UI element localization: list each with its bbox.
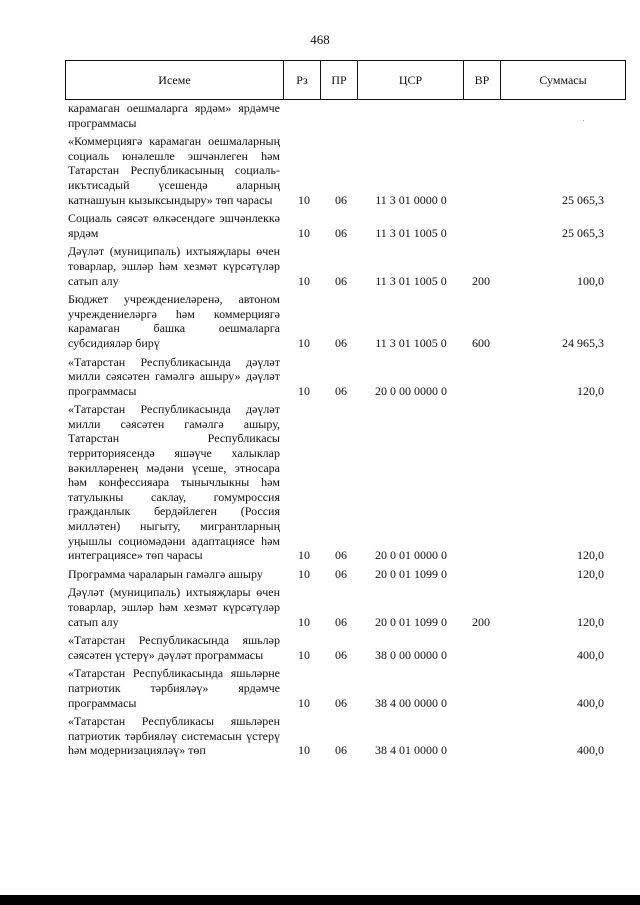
table-row: [0, 666, 640, 710]
row-sum: 120,0: [577, 548, 604, 563]
row-name: «Татарстан Республикасында яшьләр сәясәтен үстерү» дәүләт программасы: [68, 633, 280, 662]
row-name: Дәүләт (муниципаль) ихтыяҗлары өчен товарлар, эшләр һәм хезмәт күрсәтүләр сатып алу: [68, 244, 280, 288]
row-vr: 200: [472, 614, 490, 629]
row-csr: 11 3 01 1005 0: [375, 335, 447, 350]
row-name: «Татарстан Республикасында яшьләрне патриотик тәрбияләү» ярдәмче программасы: [68, 666, 280, 710]
table-row: [0, 292, 640, 350]
table-row: [0, 402, 640, 563]
row-pr: 06: [335, 695, 347, 710]
table-row: [0, 101, 640, 130]
table-header: [65, 60, 626, 100]
row-sum: 100,0: [577, 273, 604, 288]
row-name: карамаган оешмаларга ярдәм» ярдәмче программасы: [68, 101, 280, 130]
row-sum: 25 065,3: [562, 225, 604, 240]
row-pr: 06: [335, 566, 347, 581]
row-csr: 20 0 01 1099 0: [375, 566, 447, 581]
row-rz: 10: [298, 647, 310, 662]
row-pr: 06: [335, 614, 347, 629]
row-rz: 10: [298, 695, 310, 710]
row-sum: 120,0: [577, 383, 604, 398]
row-name: «Татарстан Республикасы яшьләрен патриотик тәрбияләү системасын үстерү һәм модернизацияләү» төп: [68, 714, 280, 758]
row-rz: 10: [298, 335, 310, 350]
header-name: Исеме: [66, 61, 284, 100]
row-sum: 120,0: [577, 566, 604, 581]
table-row: [0, 211, 640, 240]
row-csr: 20 0 01 1099 0: [375, 614, 447, 629]
row-pr: 06: [335, 225, 347, 240]
row-sum: 400,0: [577, 695, 604, 710]
scan-border-bottom: [0, 895, 640, 905]
row-csr: 11 3 01 0000 0: [375, 192, 447, 207]
row-csr: 38 4 00 0000 0: [375, 695, 447, 710]
row-csr: 38 0 00 0000 0: [375, 647, 447, 662]
header-pr: ПР: [321, 61, 358, 100]
row-sum: 120,0: [577, 614, 604, 629]
scan-mark: [583, 120, 584, 121]
header-sum: Суммасы: [501, 61, 626, 100]
row-rz: 10: [298, 192, 310, 207]
table-row: [0, 355, 640, 399]
table-row: [0, 633, 640, 662]
row-sum: 400,0: [577, 647, 604, 662]
table-row: [0, 567, 640, 582]
page-number: 468: [310, 32, 330, 47]
table-body: [0, 101, 640, 758]
row-name: «Татарстан Республикасында дәүләт милли сәясәтен гамәлгә ашыру, Татарстан Республикасы территориясендә яшәүче халыклар вәкилләренең мәдәни үсеше, этносара һәм конфессияара тынычлыкны һәм татулыкны саклау, гомумроссия гражданлык бердәйлеген (Россия милләтен) ныгыту, мигрантларның уңышлы социомәдәни адаптациясе һәм интеграциясе» төп чарасы: [68, 402, 280, 563]
row-rz: 10: [298, 566, 310, 581]
row-csr: 20 0 00 0000 0: [375, 383, 447, 398]
row-rz: 10: [298, 743, 310, 758]
row-rz: 10: [298, 225, 310, 240]
row-rz: 10: [298, 548, 310, 563]
row-name: Бюджет учреждениеләренә, автоном учреждениеләргә һәм коммерциягә карамаган башка оешмаларга субсидияләр бирү: [68, 292, 280, 350]
table-row: [0, 585, 640, 629]
header-rz: Рз: [284, 61, 321, 100]
row-pr: 06: [335, 273, 347, 288]
table-row: [0, 244, 640, 288]
row-sum: 25 065,3: [562, 192, 604, 207]
row-pr: 06: [335, 383, 347, 398]
row-pr: 06: [335, 743, 347, 758]
row-name: Дәүләт (муниципаль) ихтыяҗлары өчен товарлар, эшләр һәм хезмәт күрсәтүләр сатып алу: [68, 585, 280, 629]
row-rz: 10: [298, 383, 310, 398]
row-pr: 06: [335, 647, 347, 662]
row-rz: 10: [298, 273, 310, 288]
row-pr: 06: [335, 548, 347, 563]
row-rz: 10: [298, 614, 310, 629]
row-name: Социаль сәясәт өлкәсендәге эшчәнлеккә ярдәм: [68, 211, 280, 240]
row-csr: 20 0 01 0000 0: [375, 548, 447, 563]
row-name: «Татарстан Республикасында дәүләт милли сәясәтен гамәлгә ашыру» дәүләт программасы: [68, 354, 280, 398]
table-row: [0, 134, 640, 207]
row-csr: 38 4 01 0000 0: [375, 743, 447, 758]
row-sum: 24 965,3: [562, 335, 604, 350]
row-vr: 200: [472, 273, 490, 288]
row-sum: 400,0: [577, 743, 604, 758]
header-vr: ВР: [464, 61, 501, 100]
row-name: «Коммерциягә карамаган оешмаларның социаль юнәлешле эшчәнлеген һәм Татарстан Республикасының социаль-икътисадый үсешендә аларның катнашуын кызыксындыру» төп чарасы: [68, 134, 280, 207]
header-csr: ЦСР: [358, 61, 464, 100]
row-pr: 06: [335, 335, 347, 350]
row-vr: 600: [472, 335, 490, 350]
row-name: Программа чараларын гамәлгә ашыру: [68, 566, 263, 581]
row-csr: 11 3 01 1005 0: [375, 273, 447, 288]
row-csr: 11 3 01 1005 0: [375, 225, 447, 240]
row-pr: 06: [335, 192, 347, 207]
table-row: [0, 714, 640, 758]
